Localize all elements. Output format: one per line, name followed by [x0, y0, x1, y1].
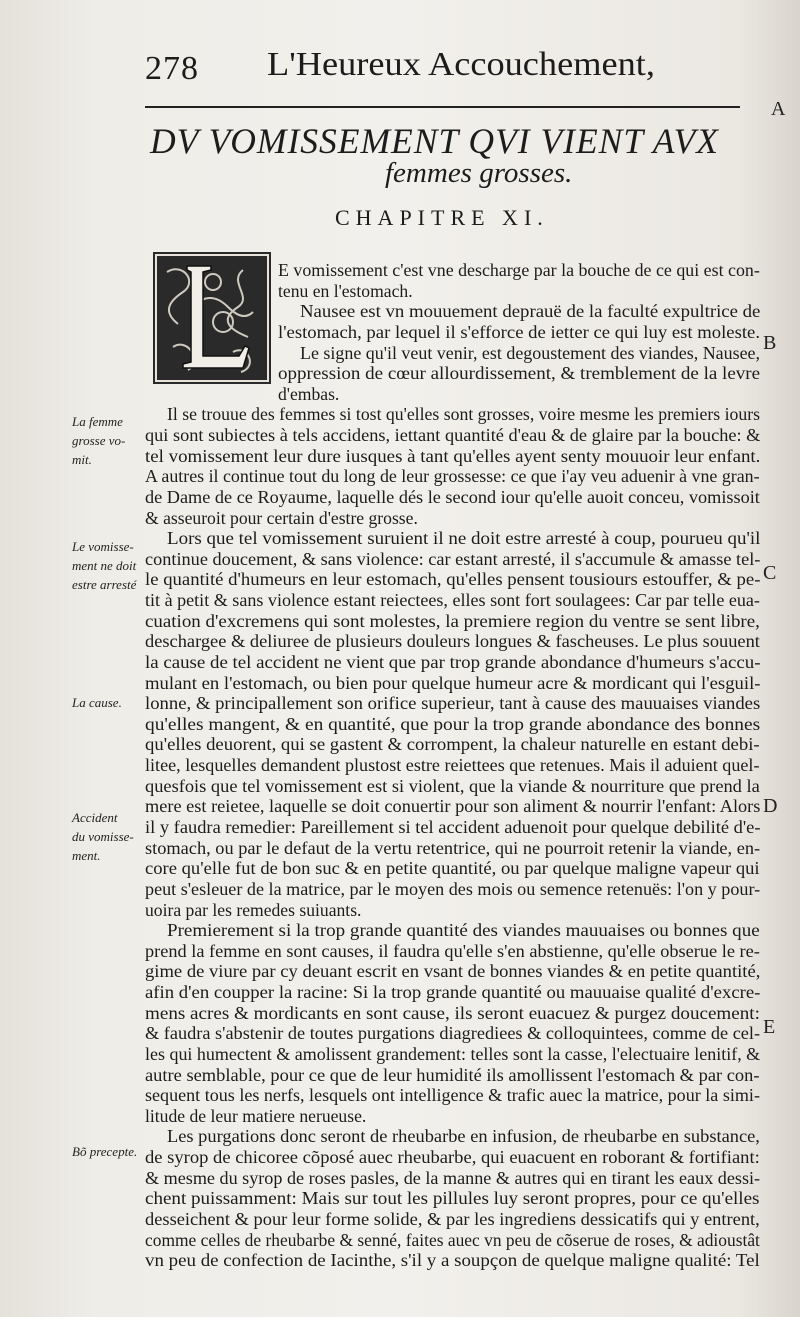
body-line: vn peu de confection de Iacinthe, s'il y a soupçon de quelque maligne qualité: Tel: [145, 1250, 760, 1271]
body-line: litee, lesquelles demandent plustost estre reiettees que retenues. Mais il aduient quel-: [145, 755, 760, 776]
body-line: de syrop de chicoree cõposé auec rheubarbe, qui euacuent en roborant & fortifiant:: [145, 1147, 760, 1168]
body-line: de Dame de ce Royaume, laquelle dés le second iour qu'elle auoit conceu, vomissoit: [145, 486, 760, 507]
margin-note-line: La cause.: [72, 695, 122, 710]
body-line: chent puissamment: Mais sur tout les pillules luy seront propres, pour ce qu'elles: [145, 1188, 760, 1209]
body-line: d'embas.: [278, 383, 340, 404]
margin-note-line: Accident: [72, 810, 118, 825]
margin-note-femme-grosse: [72, 412, 125, 469]
body-line: & asseuroit pour certain d'estre grosse.: [145, 507, 418, 528]
body-line: Premierement si la trop grande quantité des viandes mauuaises ou bonnes que: [167, 920, 760, 941]
body-line: les qui humectent & amolissent grandement: telles sont la casse, l'electuaire lenitif, &: [145, 1043, 761, 1064]
margin-note-line: ment.: [72, 848, 101, 863]
body-line: uoira par les remedes suiuants.: [145, 899, 362, 920]
margin-note-line: La femme: [72, 414, 123, 429]
ornamental-initial-l: [153, 252, 271, 384]
margin-note-vomissement: [72, 537, 136, 594]
body-line: A autres il continue tout du long de leur grossesse: ce que i'ay veu aduenir à vne gran-: [145, 466, 760, 487]
signature-mark-a: A: [771, 98, 786, 120]
body-line: Il se trouue des femmes si tost qu'elles sont grosses, voire mesme les premiers iours: [167, 404, 761, 425]
margin-note-line: Le vomisse-: [72, 539, 134, 554]
chapter-number: CHAPITRE XI.: [335, 205, 549, 230]
body-line: Le signe qu'il veut venir, est degoustement des viandes, Nausee,: [300, 342, 761, 363]
signature-mark-c: C: [763, 562, 777, 584]
margin-note-line: Bõ precepte.: [72, 1144, 138, 1159]
body-line: tel vomissement leur dure iusques à tant qu'elles ayent senty mouuoir leur enfant.: [145, 445, 761, 466]
page-number: 278: [145, 50, 199, 87]
body-line: oppression de cœur allourdissement, & tremblement de la levre: [278, 363, 761, 384]
signature-mark-e: E: [763, 1016, 776, 1038]
signature-mark-d: D: [763, 795, 778, 817]
margin-note-line: ment ne doit: [72, 558, 137, 573]
signature-mark-b: B: [763, 332, 777, 354]
body-line: Nausee est vn mouuement deprauë de la faculté expultrice de: [300, 301, 761, 322]
body-line: mere est reietee, laquelle se doit conuertir pour son aliment & nourrir l'enfant: Alors: [145, 796, 761, 817]
running-title: L'Heureux Accouchement,: [267, 46, 655, 83]
body-line: & mesme du syrop de roses pasles, de la manne & autres qui en tirant les eaux dessi-: [145, 1167, 761, 1188]
body-line: comme celles de rheubarbe & senné, faites auec vn peu de cõserue de roses, & adioustât: [145, 1229, 760, 1250]
running-head: [145, 44, 665, 94]
body-line: stomach, ou par le defaut de la vertu retentrice, qui ne pourroit retenir la viande, en-: [145, 837, 761, 858]
margin-note-precepte: [72, 1142, 137, 1161]
body-line: mulant en l'estomach, ou bien pour quelque humeur acre & mordicant qui l'esguil-: [145, 672, 761, 693]
body-line: prend la femme en sont causes, il faudra qu'elle s'en abstienne, qu'elle obserue le re-: [145, 940, 760, 961]
body-line: l'estomach, par lequel il s'efforce de ietter ce qui luy est moleste.: [278, 321, 761, 342]
body-line: deschargee & deliuree de plusieurs douleurs longues & fascheuses. Le plus souuent: [145, 631, 760, 652]
body-line: tenu en l'estomach.: [278, 280, 413, 301]
body-line: peut s'esleuer de la matrice, par le moyen des mois ou semence retenuës: l'on y pour-: [145, 878, 761, 899]
body-line: qu'elles deuorent, qui se gastent & corrompent, la chaleur naturelle en estant debi-: [145, 734, 760, 755]
body-line: mens acres & mordicants en sont cause, ils seront euacuez & purgez doucement:: [145, 1002, 760, 1023]
header-rule: [145, 106, 740, 108]
body-line: core qu'elle fut de bon suc & en petite quantité, ou par quelque maligne vapeur qui: [145, 858, 760, 879]
body-line: Les purgations donc seront de rheubarbe en infusion, de rheubarbe en substance,: [167, 1126, 760, 1147]
chapter-subheading: femmes grosses.: [385, 157, 573, 189]
body-line: continue doucement, & sans violence: car estant arresté, il s'accumule & amasse tel-: [145, 548, 761, 569]
body-line: qui sont subiectes à tels accidens, iettant quantité d'eau & de glaire par la bouche: &: [145, 425, 761, 446]
margin-note-line: du vomisse-: [72, 829, 134, 844]
body-line: gime de viure par cy deuant escrit en vsant de bonnes viandes & en petite quantité,: [145, 961, 761, 982]
body-line: E vomissement c'est vne descharge par la bouche de ce qui est con-: [278, 260, 760, 280]
body-line: sequent tous les nerfs, lesquels ont intelligence & trafic auec la matrice, pour la simi-: [145, 1085, 760, 1106]
body-line: il y faudra remedier: Pareillement si tel accident aduenoit pour quelque debilité d'e-: [145, 817, 761, 837]
body-line: litude de leur matiere nerueuse.: [145, 1105, 367, 1126]
body-line: quesfois que tel vomissement est si violent, que la viande & nourriture que prend la: [145, 775, 760, 796]
body-line: lonne, & principallement son orifice superieur, tant à cause des mauuaises viandes: [145, 693, 761, 714]
margin-note-line: grosse vo-: [72, 433, 126, 448]
margin-note-cause: [72, 693, 122, 712]
body-line: cuation d'excremens qui sont molestes, la premiere region du ventre se sent libre,: [145, 610, 760, 631]
body-line: autre semblable, pour ce que de leur humidité ils amollissent l'estomach & par con-: [145, 1064, 760, 1085]
body-line: la cause de tel accident ne vient que par trop grande abondance d'humeurs s'accu-: [145, 651, 761, 672]
body-line: qu'elles mangent, & en quantité, que pour la trop grande abondance des bonnes: [145, 713, 761, 734]
body-line: Lors que tel vomissement suruient il ne doit estre arresté à coup, pourueu qu'il: [167, 528, 761, 549]
body-line: afin d'en coupper la racine: Si la trop grande quantité ou mauuaise qualité d'excre-: [145, 982, 761, 1003]
body-line: le quantité d'humeurs en leur estomach, qu'elles pensent tousiours estouffer, & pe-: [145, 569, 761, 590]
margin-note-line: estre arresté: [72, 577, 137, 592]
body-line: desseichent & pour leur forme solide, & par les ingrediens dessicatifs qui y entrent,: [145, 1208, 760, 1229]
margin-note-accident: [72, 808, 134, 865]
body-line: & faudra s'abstenir de toutes purgations diagrediees & colloquintees, comme de cel-: [145, 1023, 761, 1044]
chapter-heading: DV VOMISSEMENT QVI VIENT AVX: [150, 121, 720, 161]
body-line: tit à petit & sans violence estant reiectees, elles sont fort soulagees: Car par telle eua-: [145, 590, 760, 611]
margin-note-line: mit.: [72, 452, 92, 467]
